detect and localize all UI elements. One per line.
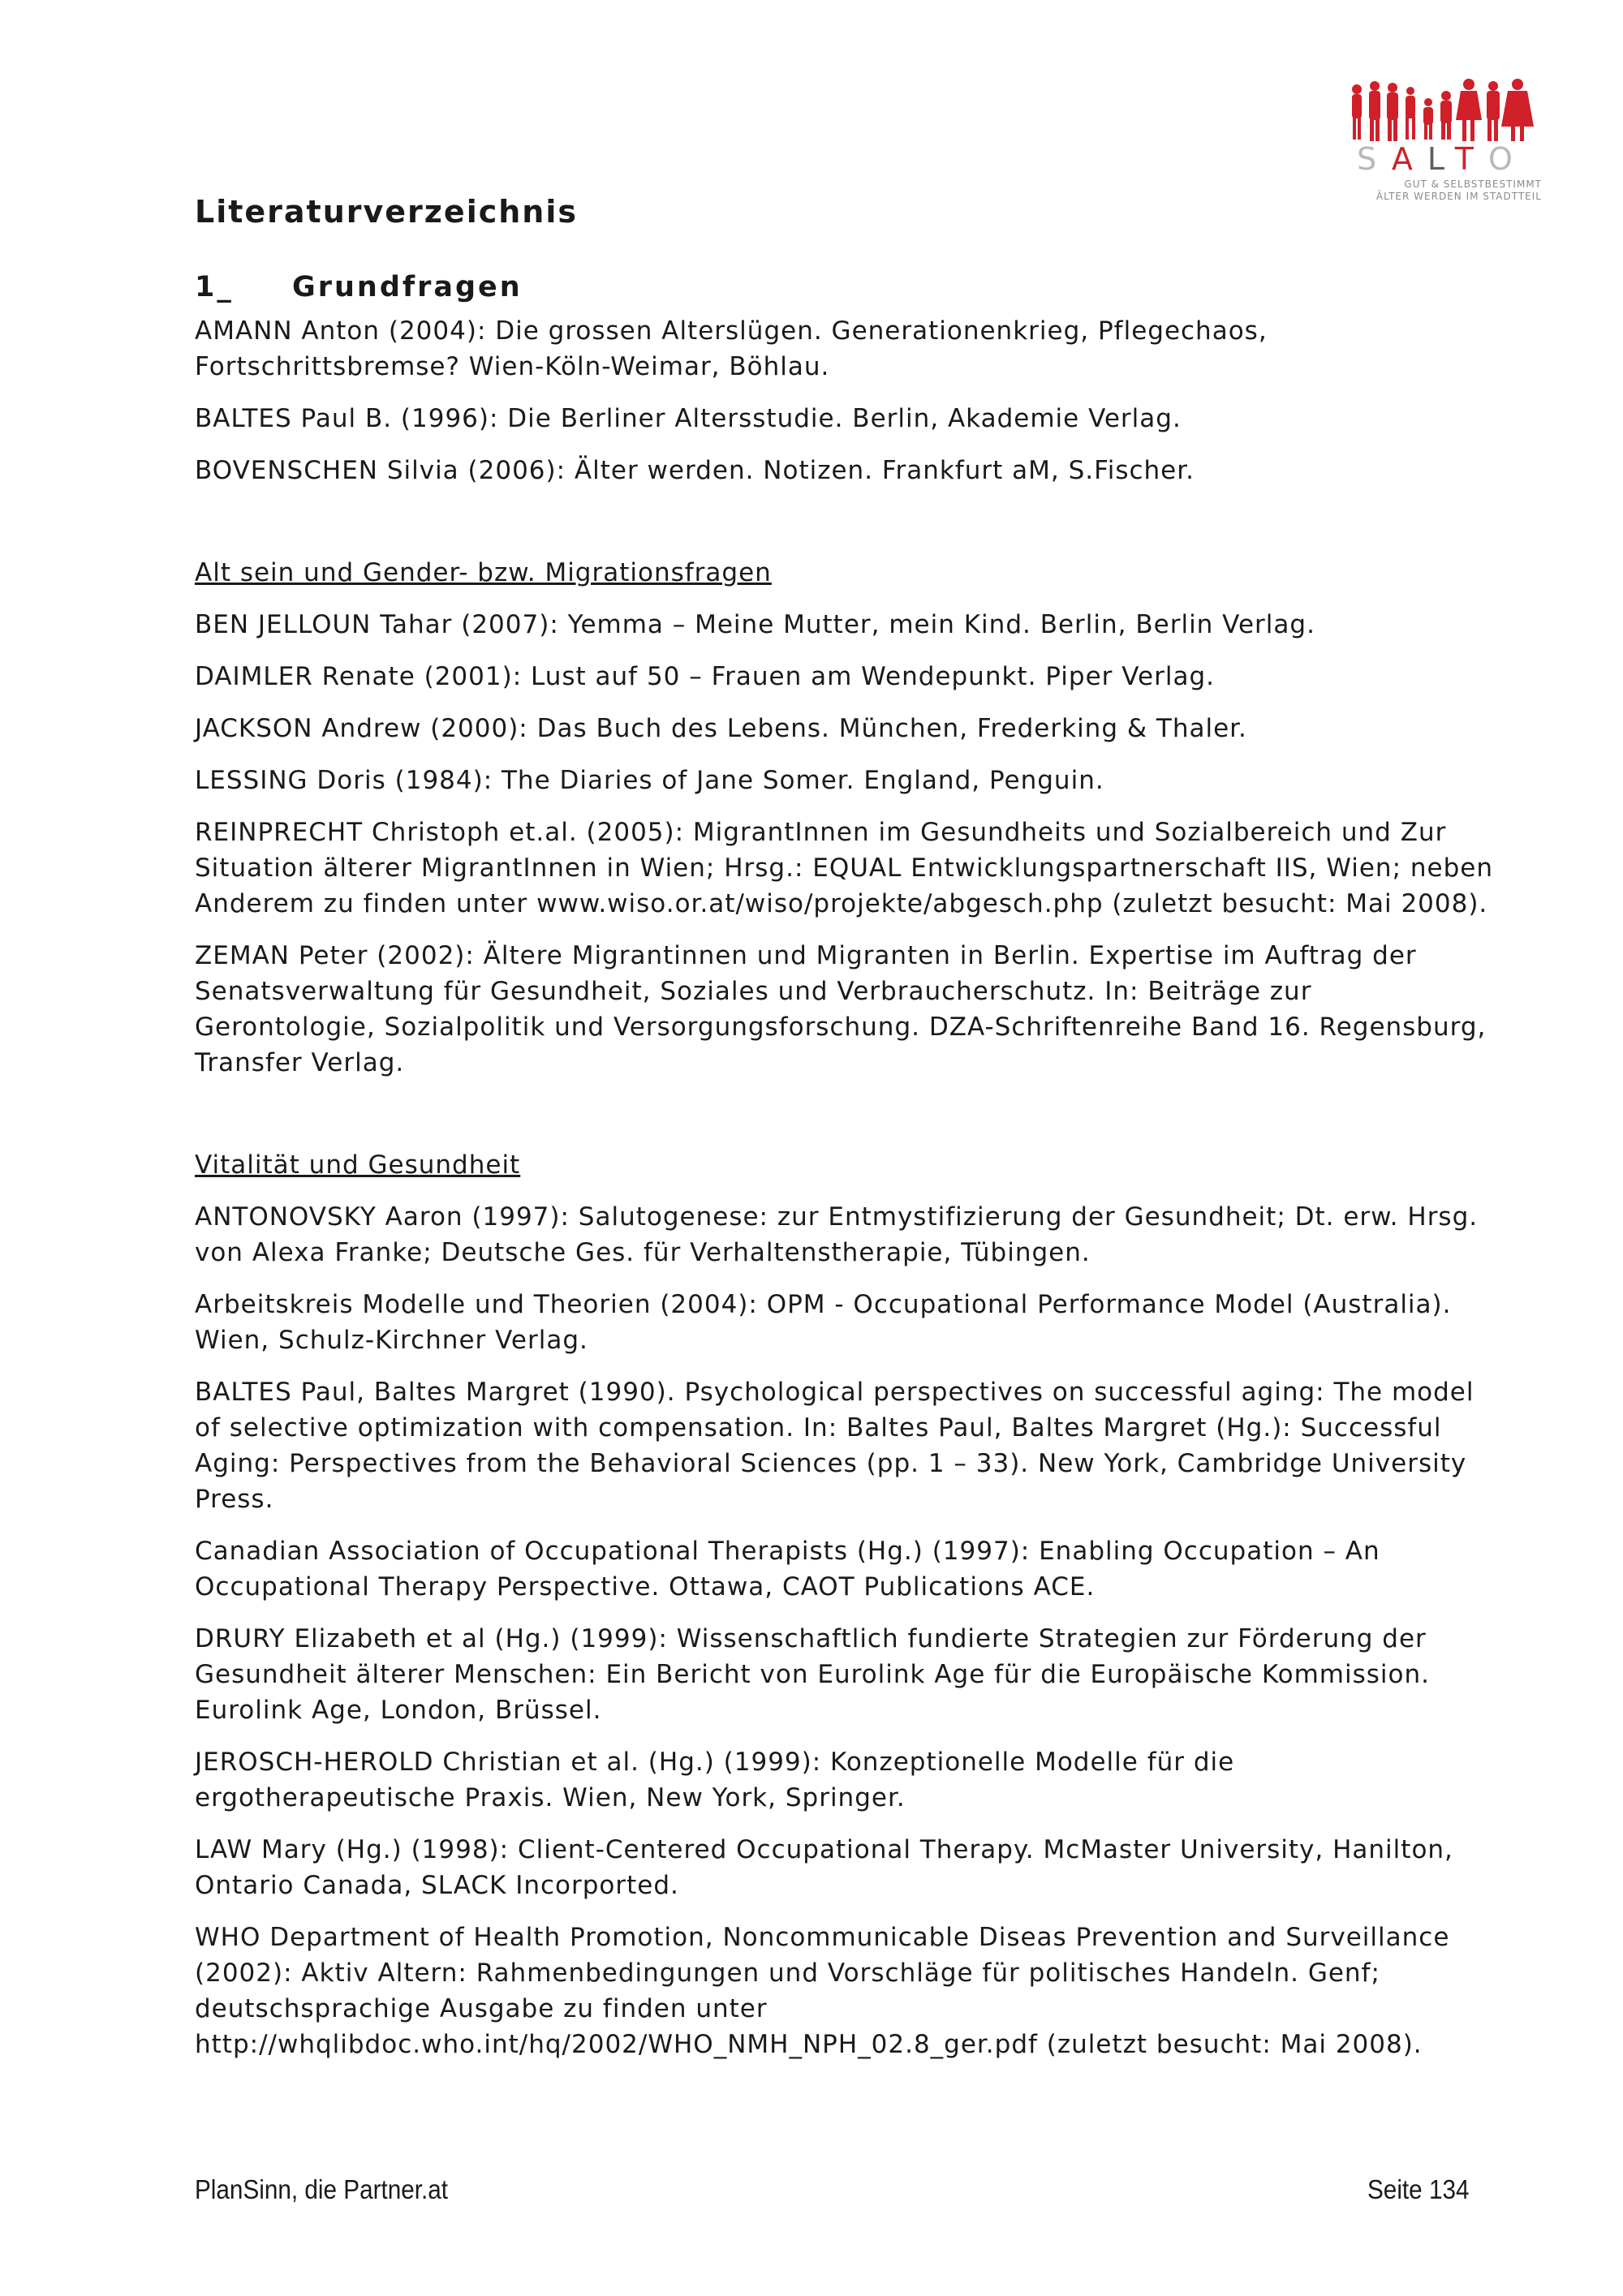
salto-logo [1347,78,1542,208]
logo-letter: L [1427,141,1455,177]
bibliography-entry: Canadian Association of Occupational Therapists (Hg.) (1997): Enabling Occupation – An Occupational Therapy Perspective. Ottawa, CAOT Publications ACE. [195,1537,1380,1602]
bibliography-entry: BOVENSCHEN Silvia (2006): Älter werden. Notizen. Frankfurt aM, S.Fischer. [195,456,1195,485]
section-heading [195,269,1493,305]
bibliography-entry: WHO Department of Health Promotion, Noncommunicable Diseas Prevention and Surveillance (2002): Aktiv Altern: Rahmenbedingungen und Vorschläge für politisches Handeln. Genf; deutschsprachige Ausgabe zu finden unter http://whqlibdoc.who.int/hq/2002/WHO_NMH_NPH_02.8_ger.pdf (zuletzt besucht: Mai 2008). [195,1923,1450,2059]
people-figures-icon [1347,78,1542,144]
bibliography-entry: BALTES Paul B. (1996): Die Berliner Altersstudie. Berlin, Akademie Verlag. [195,404,1182,433]
subsection-heading-vitality: Vitalität und Gesundheit [195,1150,521,1180]
bibliography-entry: Arbeitskreis Modelle und Theorien (2004): OPM - Occupational Performance Model (Australia). Wien, Schulz-Kirchner Verlag. [195,1290,1452,1355]
logo-tagline-line-1: GUT & SELBSTBESTIMMT [1404,178,1542,190]
section-number: 1_ [195,271,234,303]
logo-tagline-line-2: ÄLTER WERDEN IM STADTTEIL [1375,191,1542,202]
bibliography-entry: AMANN Anton (2004): Die grossen Alterslügen. Generationenkrieg, Pflegechaos, Fortschrittsbremse? Wien-Köln-Weimar, Böhlau. [195,316,1268,381]
bibliography-entry: ZEMAN Peter (2002): Ältere Migrantinnen und Migranten in Berlin. Expertise im Auftrag der Senatsverwaltung für Gesundheit, Soziales und Verbraucherschutz. In: Beiträge zur Gerontologie, Sozialpolitik und Versorgungsforschung. DZA-Schriftenreihe Band 16. Regensburg, Transfer Verlag. [195,941,1487,1077]
gender-list [195,607,1493,1081]
bibliography-entry: LESSING Doris (1984): The Diaries of Jane Somer. England, Penguin. [195,766,1104,795]
bibliography-entry: BALTES Paul, Baltes Margret (1990). Psychological perspectives on successful aging: The model of selective optimization with compensation. In: Baltes Paul, Baltes Margret (Hg.): Successful Aging: Perspectives from the Behavioral Sciences (pp. 1 – 33). New York, Cambridge University Press. [195,1378,1474,1514]
page-number: Seite 134 [1367,2174,1470,2204]
grundfragen-list [195,313,1493,488]
page-title: Literaturverzeichnis [195,194,578,230]
logo-letter: T [1454,141,1488,177]
bibliography-entry: LAW Mary (Hg.) (1998): Client-Centered Occupational Therapy. McMaster University, Hanilton, Ontario Canada, SLACK Incorported. [195,1835,1453,1900]
bibliography-entry: REINPRECHT Christoph et.al. (2005): MigrantInnen im Gesundheits und Sozialbereich und Zur Situation älterer MigrantInnen in Wien; Hrsg.: EQUAL Entwicklungspartnerschaft IIS, Wien; neben Anderem zu finden unter www.wiso.or.at/wiso/projekte/abgesch.php (zuletzt besucht: Mai 2008). [195,818,1493,918]
section-title: Grundfragen [292,271,523,303]
footer-publisher: PlanSinn, die Partner.at [195,2174,449,2204]
bibliography-entry: ANTONOVSKY Aaron (1997): Salutogenese: zur Entmystifizierung der Gesundheit; Dt. erw. Hrsg. von Alexa Franke; Deutsche Ges. für Verhaltenstherapie, Tübingen. [195,1202,1479,1267]
logo-letter: A [1391,141,1427,177]
bibliography-entry: DAIMLER Renate (2001): Lust auf 50 – Frauen am Wendepunkt. Piper Verlag. [195,662,1216,691]
logo-letter: S [1357,141,1392,177]
logo-wordmark [1357,143,1535,175]
vitality-list [195,1199,1493,2062]
logo-letter: O [1488,141,1527,177]
bibliography-entry: JACKSON Andrew (2000): Das Buch des Lebens. München, Frederking & Thaler. [195,714,1247,743]
subsection-heading-gender: Alt sein und Gender- bzw. Migrationsfragen [195,558,772,587]
bibliography-entry: JEROSCH-HEROLD Christian et al. (Hg.) (1999): Konzeptionelle Modelle für die ergotherapeutische Praxis. Wien, New York, Springer. [195,1748,1235,1812]
main-content [195,193,1493,2079]
bibliography-entry: DRURY Elizabeth et al (Hg.) (1999): Wissenschaftlich fundierte Strategien zur Förderung der Gesundheit älterer Menschen: Ein Bericht von Eurolink Age für die Europäische Kommission. Eurolink Age, London, Brüssel. [195,1624,1430,1725]
bibliography-entry: BEN JELLOUN Tahar (2007): Yemma – Meine Mutter, mein Kind. Berlin, Berlin Verlag. [195,610,1315,639]
